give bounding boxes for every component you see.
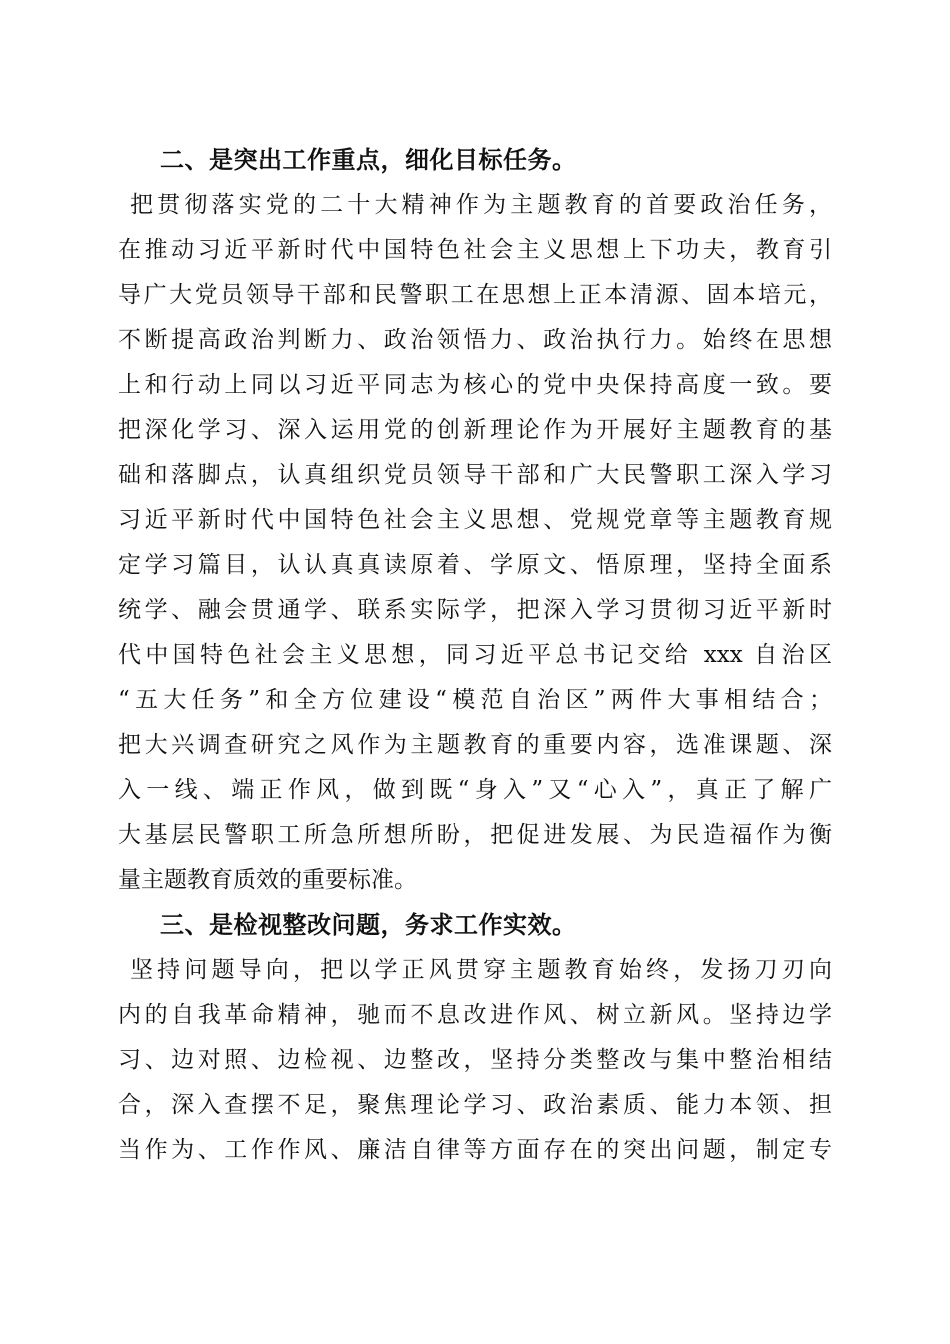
text-line: 导广大党员领导干部和民警职工在思想上正本清源、固本培元， [118,282,832,308]
section-paragraph-3 [118,948,832,1173]
text-line: 量主题教育质效的重要标准。 [118,867,417,893]
text-line: 把深化学习、深入运用党的创新理论作为开展好主题教育的基 [118,417,832,443]
text-line: 入一线、端正作风，做到既“身入”又“心入”，真正了解广 [118,777,832,803]
text-line: 定学习篇目，认认真真读原着、学原文、悟原理，坚持全面系 [118,552,832,578]
text-line: 大基层民警职工所急所想所盼，把促进发展、为民造福作为衡 [118,822,832,848]
section-heading-2: 二、是突出工作重点，细化目标任务。 [160,146,577,174]
text-line: 上和行动上同以习近平同志为核心的党中央保持高度一致。要 [118,372,832,398]
text-line: 把大兴调查研究之风作为主题教育的重要内容，选准课题、深 [118,732,832,758]
text-line: 当作为、工作作风、廉洁自律等方面存在的突出问题，制定专 [118,1137,832,1163]
section-paragraph-2 [118,183,832,903]
document-body [118,138,832,1173]
text-line: 合，深入查摆不足，聚焦理论学习、政治素质、能力本领、担 [118,1092,832,1118]
text-line: 不断提高政治判断力、政治领悟力、政治执行力。始终在思想 [118,327,832,353]
text-line: 代中国特色社会主义思想，同习近平总书记交给 xxx 自治区 [118,642,832,668]
text-line: 习、边对照、边检视、边整改，坚持分类整改与集中整治相结 [118,1047,832,1073]
text-line: 统学、融会贯通学、联系实际学，把深入学习贯彻习近平新时 [118,597,832,623]
text-line: “五大任务”和全方位建设“模范自治区”两件大事相结合； [118,687,832,713]
section-heading-3: 三、是检视整改问题，务求工作实效。 [160,911,577,939]
text-line: 内的自我革命精神，驰而不息改进作风、树立新风。坚持边学 [118,1002,832,1028]
text-line: 础和落脚点，认真组织党员领导干部和广大民警职工深入学习 [118,462,832,488]
text-line: 习近平新时代中国特色社会主义思想、党规党章等主题教育规 [118,507,832,533]
text-line: 坚持问题导向，把以学正风贯穿主题教育始终，发扬刀刃向 [130,957,832,983]
text-line: 在推动习近平新时代中国特色社会主义思想上下功夫，教育引 [118,237,832,263]
text-line: 把贯彻落实党的二十大精神作为主题教育的首要政治任务， [130,192,832,218]
